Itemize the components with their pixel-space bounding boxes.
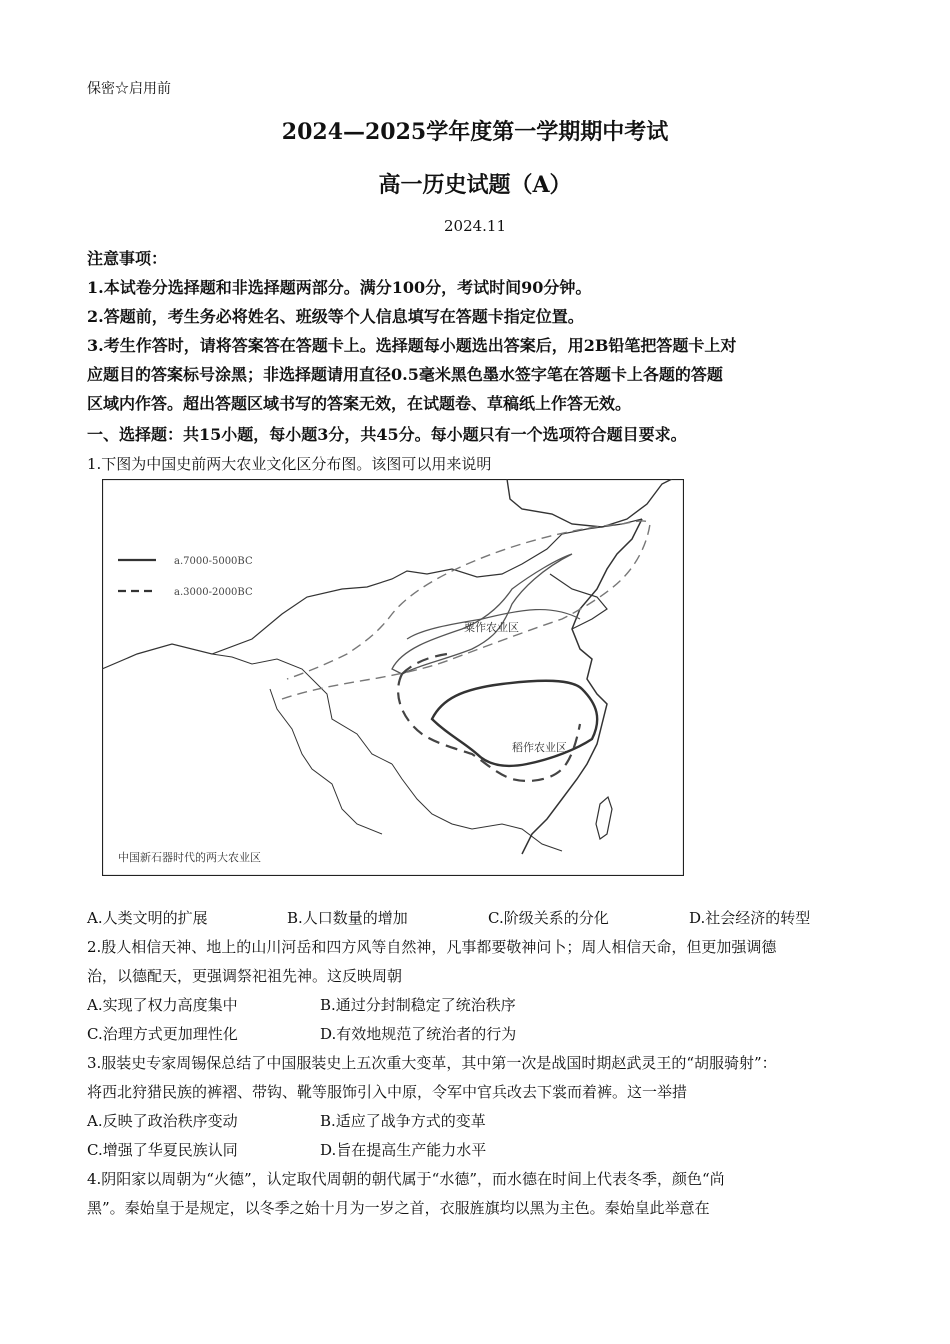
notice-line: 应题目的答案标号涂黑；非选择题请用直径0.5毫米黑色墨水签字笔在答题卡上各题的答题 [87,365,723,384]
section-heading: 一、选择题：共15小题，每小题3分，共45分。每小题只有一个选项符合题目要求。 [87,425,687,444]
q3-option-d[interactable]: D.旨在提高生产能力水平 [320,1141,487,1159]
notice-heading: 注意事项： [87,249,168,268]
exam-title: 2024—2025学年度第一学期期中考试 [281,119,669,145]
legend-dashed-label: a.3000-2000BC [174,587,253,598]
notice-line: 1.本试卷分选择题和非选择题两部分。满分100分，考试时间90分钟。 [87,278,592,297]
q3-option-b[interactable]: B.适应了战争方式的变革 [320,1112,486,1130]
notice-line: 2.答题前，考生务必将姓名、班级等个人信息填写在答题卡指定位置。 [87,307,584,326]
notice-line: 区域内作答。超出答题区域书写的答案无效，在试题卷、草稿纸上作答无效。 [87,394,632,413]
question-1-stem: 1.下图为中国史前两大农业文化区分布图。该图可以用来说明 [87,455,492,473]
question-4-stem: 黑”。秦始皇于是规定，以冬季之始十月为一岁之首，衣服旌旗均以黑为主色。秦始皇此举意在 [87,1199,710,1217]
agriculture-map [102,479,684,876]
q2-option-c[interactable]: C.治理方式更加理性化 [87,1025,238,1043]
question-3-stem: 将西北狩猎民族的裤褶、带钩、靴等服饰引入中原，令军中官兵改去下裳而着裤。这一举措 [87,1083,688,1101]
legend-solid-label: a.7000-5000BC [174,556,253,567]
q1-option-a[interactable]: A.人类文明的扩展 [87,909,208,927]
q2-option-d[interactable]: D.有效地规范了统治者的行为 [320,1025,517,1043]
map-caption: 中国新石器时代的两大农业区 [118,851,261,864]
q3-option-a[interactable]: A.反映了政治秩序变动 [87,1112,238,1130]
exam-date: 2024.11 [443,217,507,235]
q1-option-d[interactable]: D.社会经济的转型 [689,909,811,927]
exam-subtitle: 高一历史试题（A） [378,172,572,198]
confidential-mark: 保密☆启用前 [87,81,171,97]
millet-region-label: 粟作农业区 [464,621,519,634]
rice-region-label: 稻作农业区 [512,741,567,754]
question-2-stem: 治，以德配天，更强调祭祀祖先神。这反映周朝 [87,967,403,985]
q1-option-b[interactable]: B.人口数量的增加 [287,909,408,927]
notice-line: 3.考生作答时，请将答案答在答题卡上。选择题每小题选出答案后，用2B铅笔把答题卡上对 [87,336,737,355]
q2-option-b[interactable]: B.通过分封制稳定了统治秩序 [320,996,516,1014]
q2-option-a[interactable]: A.实现了权力高度集中 [87,996,238,1014]
question-2-stem: 2.殷人相信天神、地上的山川河岳和四方风等自然神，凡事都要敬神问卜；周人相信天命，但更加强调德 [87,938,777,956]
q3-option-c[interactable]: C.增强了华夏民族认同 [87,1141,238,1159]
question-4-stem: 4.阴阳家以周朝为“火德”，认定取代周朝的朝代属于“水德”，而水德在时间上代表冬季，颜色“尚 [87,1170,725,1188]
q1-option-c[interactable]: C.阶级关系的分化 [488,909,609,927]
question-3-stem: 3.服装史专家周锡保总结了中国服装史上五次重大变革，其中第一次是战国时期赵武灵王的“胡服骑射”： [87,1054,777,1072]
